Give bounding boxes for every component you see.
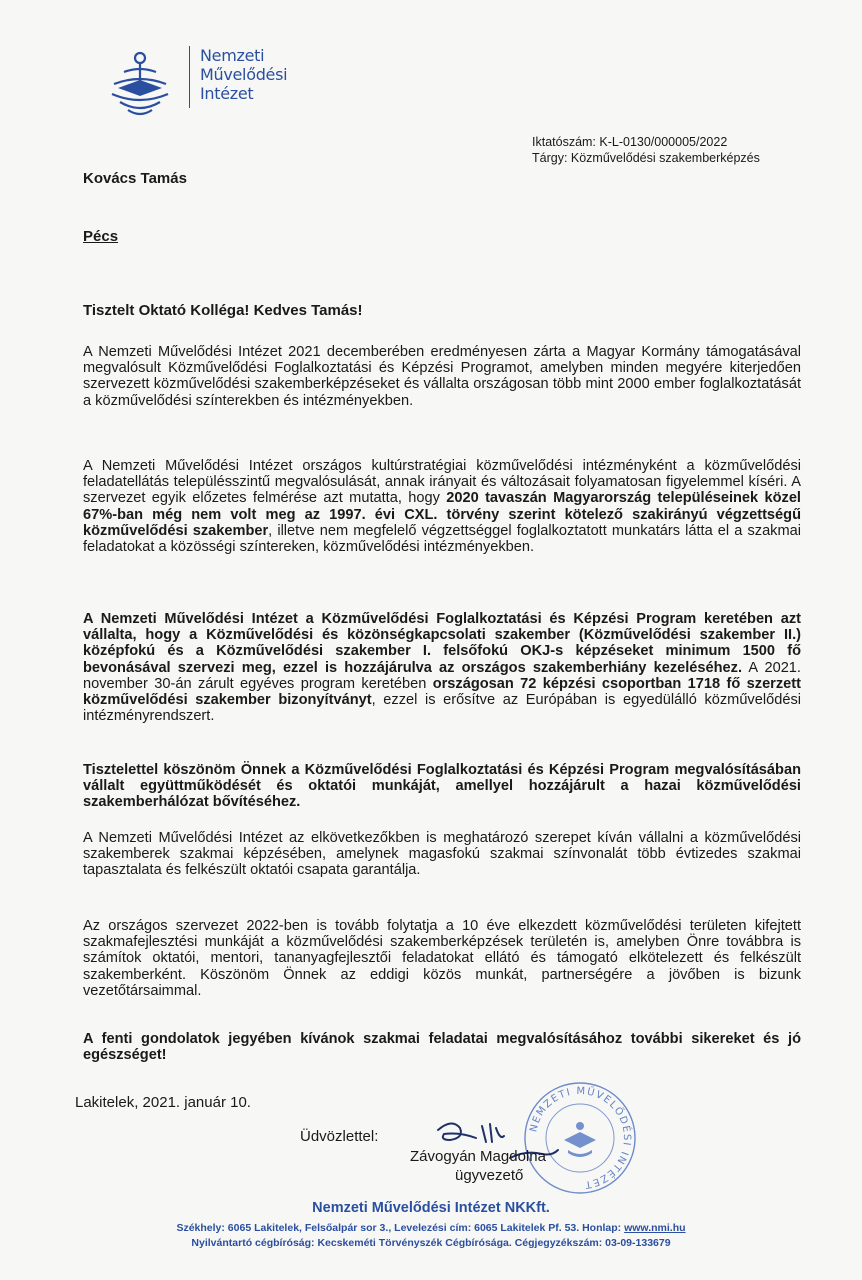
paragraph-5: A Nemzeti Művelődési Intézet az elkövetkezőkben is meghatározó szerepet kíván vállalni a közművelődési szakemberek szakmai képzésében, amelynek magasfokú szakmai színvonalát több évtizedes szakmai tapasztalata és felkészült oktatói csapata garantálja. (83, 830, 801, 879)
logo-line: Nemzeti (200, 46, 265, 65)
paragraph-text: , ezzel is erősítve az Európában is egyedülálló közművelődési intézményrendszert. (83, 692, 801, 725)
subject-line: Tárgy: Közművelődési szakemberképzés (532, 151, 760, 165)
logo-line: Intézet (200, 84, 254, 103)
letter-date: Lakitelek, 2021. január 10. (75, 1094, 251, 1111)
website-link[interactable]: www.nmi.hu (624, 1222, 686, 1234)
paragraph-text: A 2021. november 30-án zárult egyéves program keretében (83, 659, 801, 692)
footer-registry: Nyilvántartó cégbíróság: Kecskeméti Törvényszék Cégbírósága. Cégjegyzékszám: 03-09-133679 (191, 1237, 671, 1249)
paragraph-3 (83, 611, 801, 724)
letter-meta (532, 134, 760, 166)
paragraph-7: A fenti gondolatok jegyében kívánok szakmai feladatai megvalósításához további sikereket és jó egészséget! (83, 1031, 801, 1064)
paragraph-emphasis: A Nemzeti Művelődési Intézet a Közművelődési Foglalkoztatási és Képzési Program keretében azt vállalta, hogy a Közművelődési és közönségkapcsolati szakember (Közművelődési szakember II.) középfokú és a Közművelődési szakember I. felsőfokú OKJ-s képzéseket minimum 1500 fő bevonásával szervezi meg, ezzel is hozzájárulva az országos szakemberhiány kezeléséhez. (83, 611, 801, 676)
signer-role: ügyvezető (455, 1167, 524, 1184)
logo-wordmark (200, 46, 287, 103)
reference-number: Iktatószám: K-L-0130/000005/2022 (532, 135, 728, 149)
stamp-text: NEMZETI MŰVELŐDÉSI INTÉZET (528, 1085, 633, 1190)
paragraph-6: Az országos szervezet 2022-ben is tovább folytatja a 10 éve elkezdett közművelődési területen kifejtett szakmafejlesztési munkáját a közművelődési szakemberképzések területén is, amelyben Önre továbbra is számítok oktatói, mentori, tananyagfejlesztői feladatokat ellátó és támogató elkötelezett és felkészült szakemberként. Köszönöm Önnek az eddigi közös munkát, partnerségére a jövőben is bizunk vezetőtársaimmal. (83, 918, 801, 999)
salutation: Tisztelt Oktató Kolléga! Kedves Tamás! (83, 302, 363, 319)
paragraph-4: Tisztelettel köszönöm Önnek a Közművelődési Foglalkoztatási és Képzési Program megvalósításában vállalt együttműködését és oktatói munkáját, amellyel hozzájárult a hazai közművelődési szakemberhálózat bővítéséhez. (83, 762, 801, 811)
closing-greeting: Üdvözlettel: (300, 1128, 379, 1145)
paragraph-emphasis: 2020 tavaszán Magyarország településeinek közel 67%-ban még nem volt meg az 1997. évi CXL. törvény szerint kötelező szakirányú végzettségű közművelődési szakember (83, 490, 801, 539)
logo-divider (189, 46, 190, 108)
footer-address-text: Székhely: 6065 Lakitelek, Felsőalpár sor 3., Levelezési cím: 6065 Lakitelek Pf. 53. Honlap: (176, 1222, 625, 1234)
paragraph-1: A Nemzeti Művelődési Intézet 2021 decemberében eredményesen zárta a Magyar Kormány támogatásával megvalósult Közművelődési Foglalkoztatási és Képzési Programot, amelyben minden megyére kiterjedően szervezett közművelődési szakemberképzéseket és vállalta országosan több mint 2000 ember foglalkoztatását a közművelődési színterekben és intézményekben. (83, 344, 801, 409)
recipient-name: Kovács Tamás (83, 170, 187, 187)
footer-company: Nemzeti Művelődési Intézet NKKft. (312, 1200, 550, 1216)
logo-line: Művelődési (200, 65, 288, 84)
recipient-city: Pécs (83, 228, 119, 245)
paragraph-emphasis: országosan 72 képzési csoportban 1718 fő szerzett közművelődési szakember bizonyítványt (83, 675, 801, 709)
signer-name: Závogyán Magdolna (410, 1148, 546, 1165)
paragraph-text: , illetve nem megfelelő végzettséggel foglalkoztatott munkatárs látta el a szakmai feladatokat a közösségi színtereken, közművelődési intézményekben. (83, 522, 801, 556)
footer-address (0, 1222, 862, 1234)
paragraph-2 (83, 458, 801, 555)
paragraph-text: A Nemzeti Művelődési Intézet országos kultúrstratégiai közművelődési intézményként a közművelődési feladatellátás településszintű megvalósulását, annak irányait és változásait folyamatosan figyelemmel kíséri. A szervezet egyik előzetes felmérése azt mutatta, hogy (83, 458, 801, 507)
